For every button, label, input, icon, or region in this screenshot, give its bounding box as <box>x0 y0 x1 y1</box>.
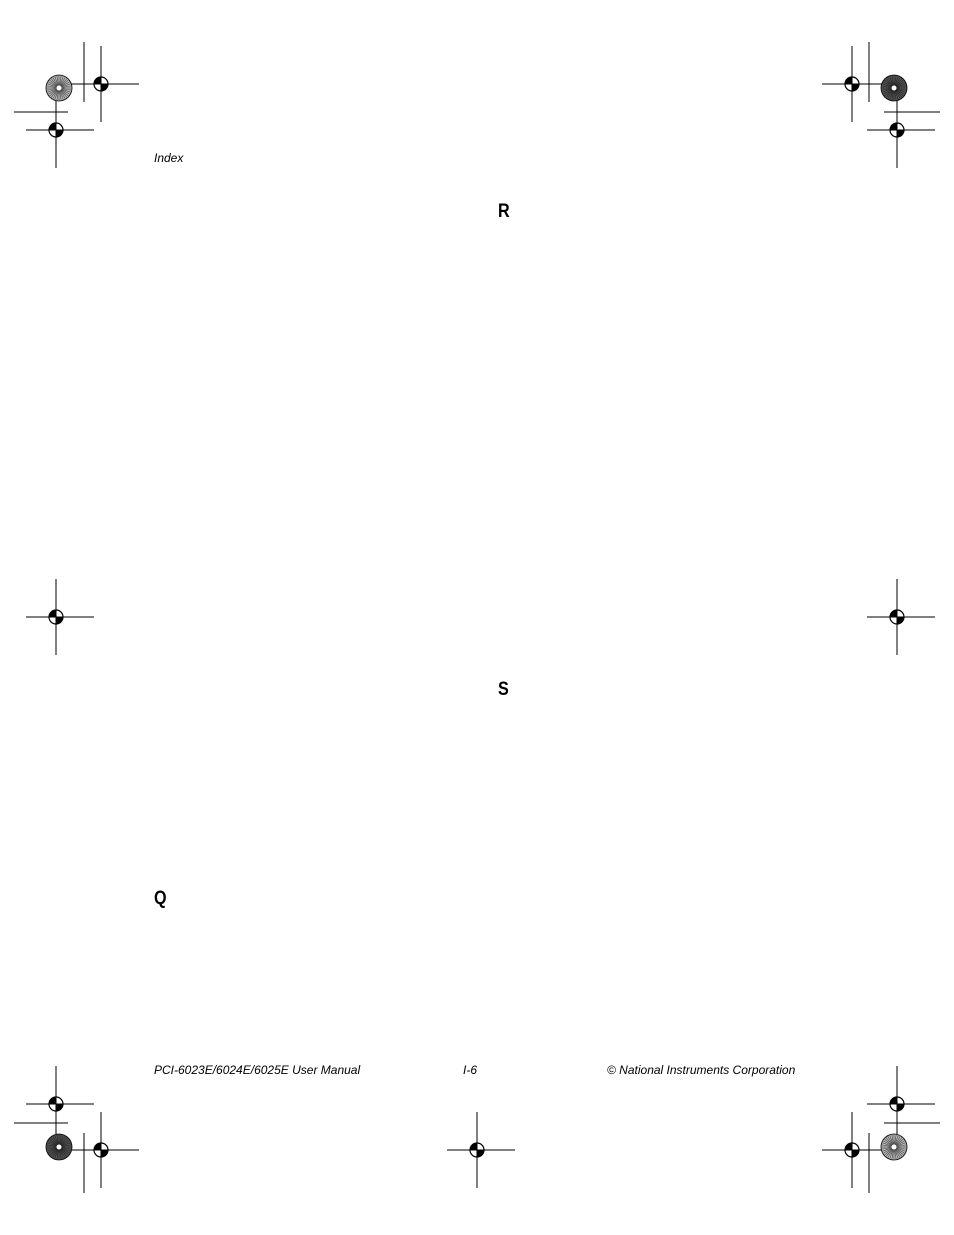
footer-page-number: I-6 <box>463 1063 478 1077</box>
registration-mark-icon <box>26 579 94 655</box>
starburst-icon <box>881 75 907 101</box>
footer-copyright: © National Instruments Corporation <box>607 1063 796 1077</box>
registration-mark-icon <box>822 1112 890 1188</box>
registration-marks <box>26 46 935 1188</box>
page-header-index: Index <box>154 151 184 165</box>
crop-lines <box>14 42 940 1193</box>
registration-mark-icon <box>447 1112 515 1188</box>
registration-mark-icon <box>867 92 935 168</box>
registration-mark-icon <box>71 46 139 122</box>
starburst-marks <box>46 75 907 1160</box>
starburst-icon <box>881 1134 907 1160</box>
registration-mark-icon <box>26 92 94 168</box>
starburst-icon <box>46 1134 72 1160</box>
registration-mark-icon <box>867 1066 935 1142</box>
starburst-icon <box>46 75 72 101</box>
section-heading-q: Q <box>154 888 167 909</box>
section-heading-r: R <box>498 201 510 222</box>
registration-mark-icon <box>867 579 935 655</box>
section-heading-s: S <box>498 679 509 700</box>
registration-mark-icon <box>822 46 890 122</box>
registration-mark-icon <box>26 1066 94 1142</box>
footer-manual-title: PCI-6023E/6024E/6025E User Manual <box>154 1063 361 1077</box>
registration-mark-icon <box>71 1112 139 1188</box>
